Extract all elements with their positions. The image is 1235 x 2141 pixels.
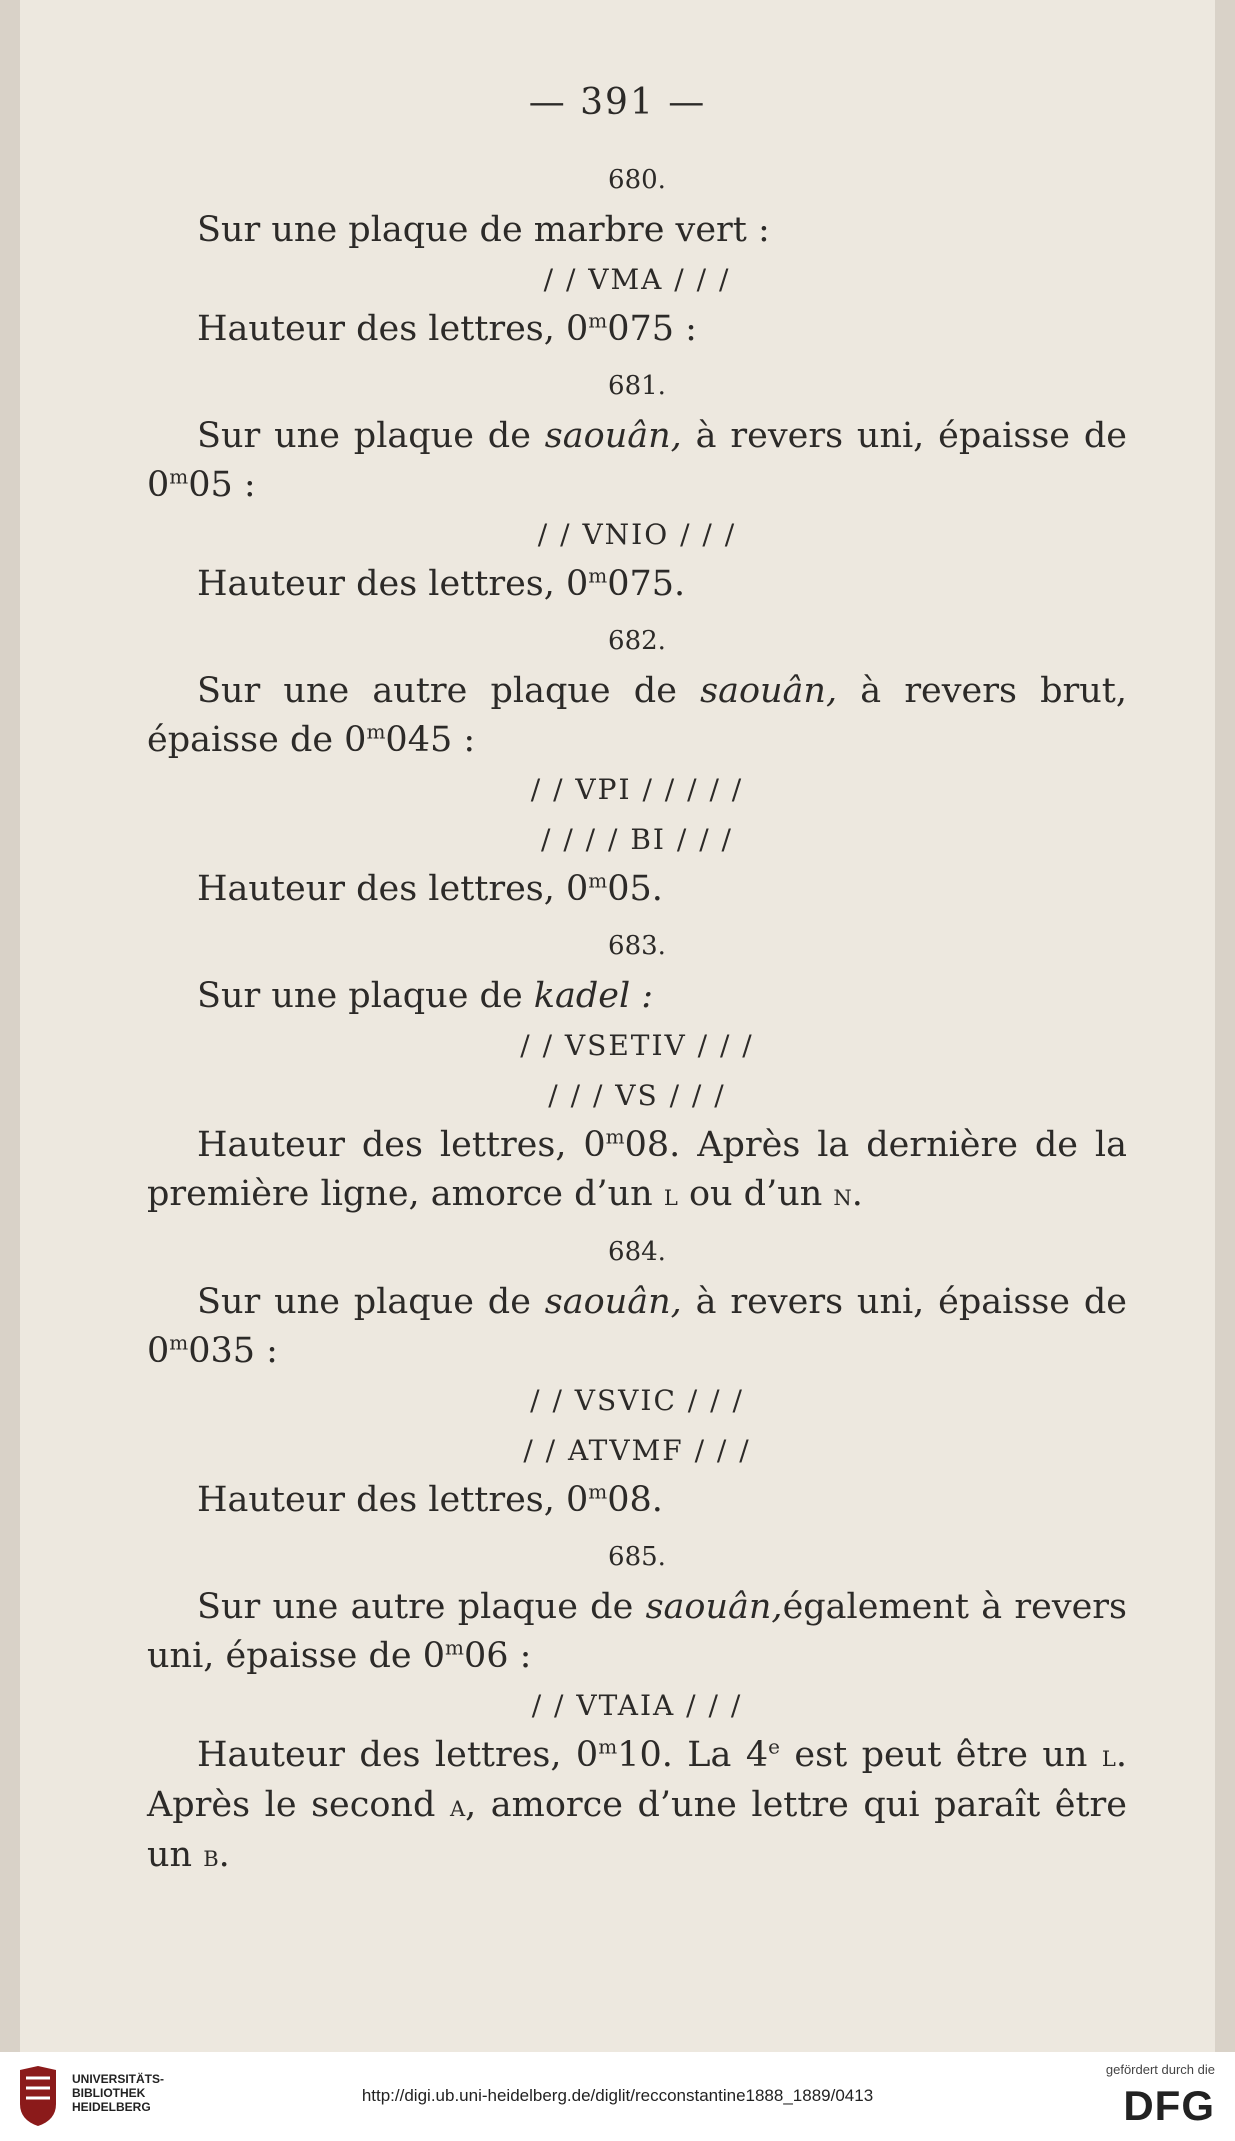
digitization-footer — [0, 2052, 1235, 2141]
entry-intro: Sur une autre plaque de saouân,également à revers uni, épaisse de 0$^m$06 : — [147, 1587, 1127, 1676]
entry-intro: Sur une autre plaque de saouân, à revers brut, épaisse de 0$^m$045 : — [147, 671, 1127, 760]
funded-by-label: gefördert durch die — [1105, 2062, 1215, 2077]
inscription-line: / / VSVIC / / / — [530, 1384, 744, 1417]
inscription-line: / / ATVMF / / / — [523, 1434, 751, 1467]
institution-name: UNIVERSITÄTS- BIBLIOTHEK HEIDELBERG — [72, 2072, 165, 2114]
document-page — [20, 0, 1215, 2052]
entry-number: 685. — [608, 1542, 666, 1572]
entry-note: Hauteur des lettres, 0$^m$08. — [197, 1479, 663, 1520]
page-body — [147, 148, 1127, 1881]
entry-note: Hauteur des lettres, 0$^m$10. La 4e est peut être un l. Après le second a, amorce d’une lettre qui paraît être un b. — [147, 1734, 1127, 1875]
entry-number: 683. — [608, 931, 666, 961]
entry-intro: Sur une plaque de kadel : — [197, 976, 654, 1016]
entry-note: Hauteur des lettres, 0$^m$05. — [197, 868, 663, 909]
page-number: — 391 — — [528, 82, 707, 123]
entry-intro: Sur une plaque de marbre vert : — [197, 210, 770, 250]
entry-number: 684. — [608, 1237, 666, 1267]
inscription-line: / / / / BI / / / — [541, 823, 733, 856]
inscription-line: / / VTAIA / / / — [531, 1689, 743, 1722]
entry-intro: Sur une plaque de saouân, à revers uni, épaisse de 0$^m$05 : — [147, 416, 1127, 505]
entry-number: 680. — [608, 165, 666, 195]
entry-number: 681. — [608, 371, 666, 401]
permalink[interactable]: http://digi.ub.uni-heidelberg.de/diglit/recconstantine1888_1889/0413 — [361, 2086, 874, 2105]
inscription-line: / / VNIO / / / — [537, 518, 737, 551]
entry-number: 682. — [608, 626, 666, 656]
entry-note: Hauteur des lettres, 0$^m$075 : — [197, 308, 697, 349]
inscription-line: / / VSETIV / / / — [520, 1029, 754, 1062]
entry-intro: Sur une plaque de saouân, à revers uni, épaisse de 0$^m$035 : — [147, 1282, 1127, 1371]
entry-note: Hauteur des lettres, 0$^m$08. Après la dernière de la première ligne, amorce d’un l ou d’un n. — [147, 1124, 1127, 1214]
inscription-line: / / / VS / / / — [548, 1079, 726, 1112]
dfg-logo: DFG — [1123, 2082, 1215, 2129]
inscription-line: / / VMA / / / — [543, 263, 731, 296]
inscription-line: / / VPI / / / / / — [530, 773, 744, 806]
entry-note: Hauteur des lettres, 0$^m$075. — [197, 563, 686, 604]
